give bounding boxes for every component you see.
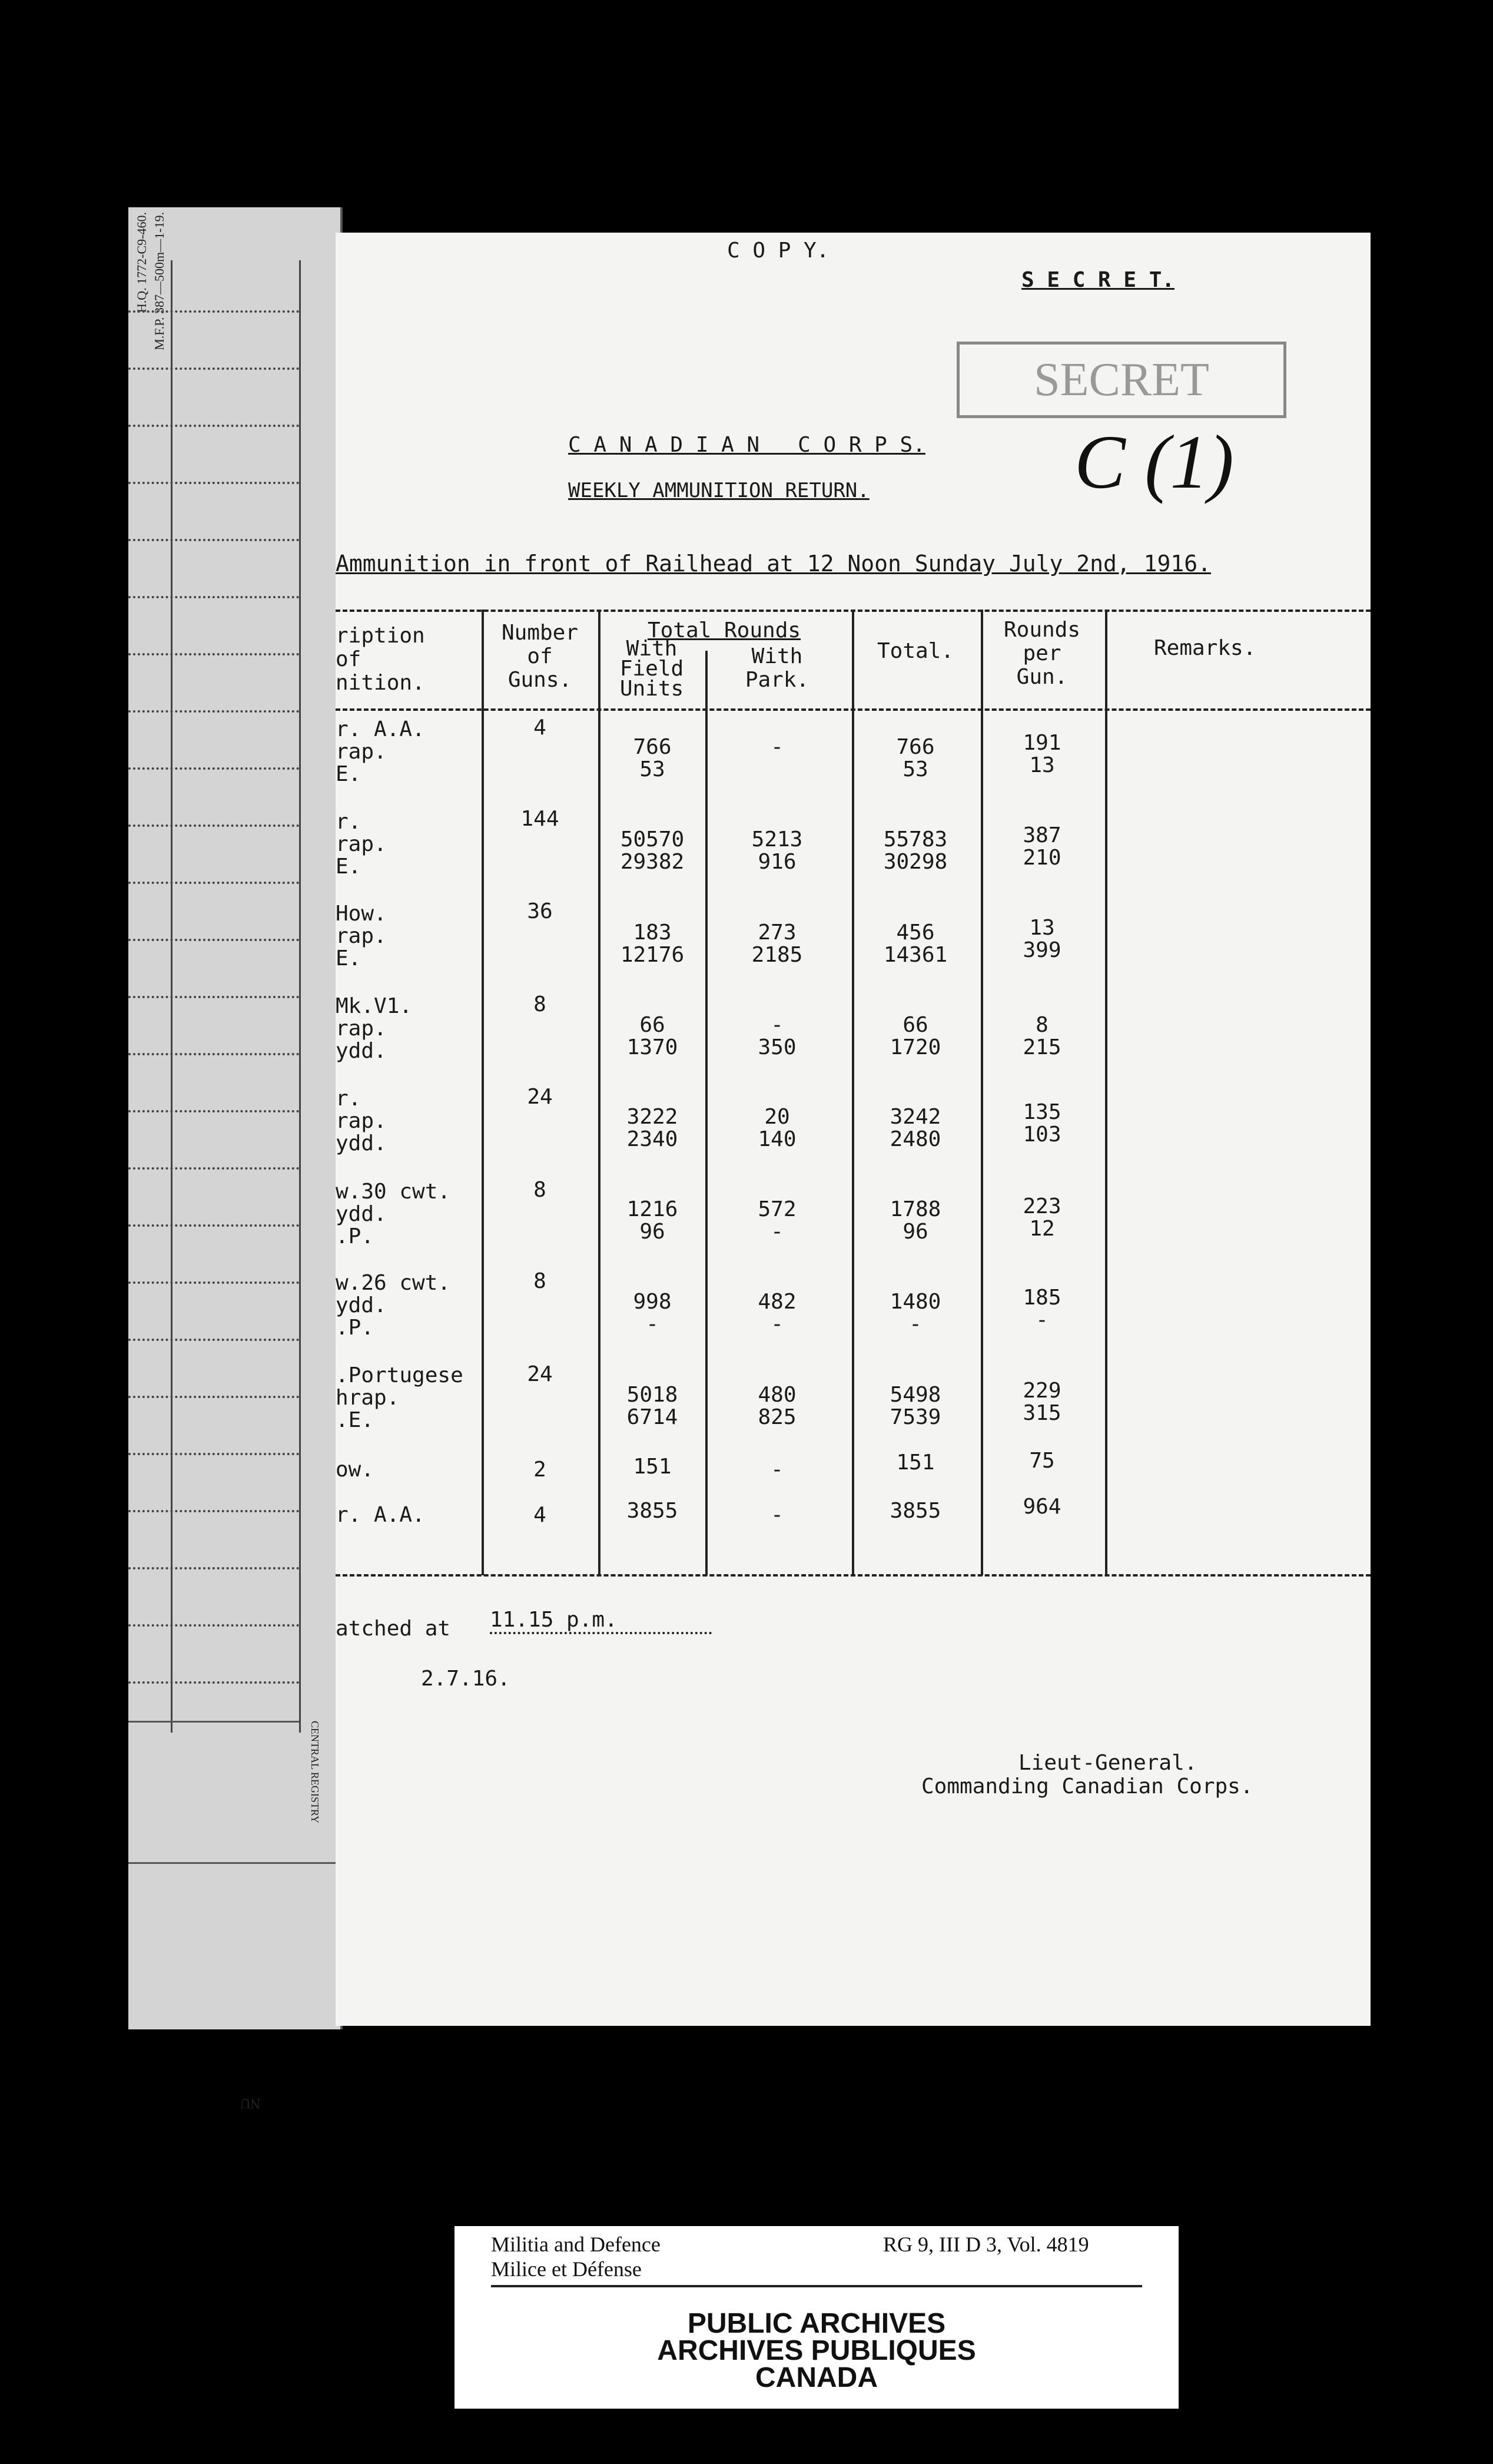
- table-cell-park: 480 825: [758, 1383, 797, 1429]
- folder-dotted-line: [128, 1396, 299, 1398]
- dispatched-time: 11.15 p.m.: [490, 1608, 712, 1634]
- table-cell-per-gun: 75: [1029, 1449, 1055, 1473]
- folder-dotted-line: [128, 1224, 299, 1227]
- folder-strip: [128, 207, 343, 2111]
- folder-dotted-line: [128, 996, 299, 998]
- table-cell-per-gun: 387 210: [1023, 823, 1061, 870]
- table-cell-guns: 4: [533, 1503, 546, 1527]
- table-cell-total: 3855: [890, 1499, 941, 1523]
- folder-rule: [128, 1862, 340, 1864]
- folder-dotted-line: [128, 539, 299, 541]
- table-cell-per-gun: 8 215: [1023, 1013, 1061, 1059]
- folder-print-line: [128, 207, 187, 350]
- caption-country: CANADA: [755, 2362, 878, 2393]
- folder-dotted-line: [128, 1453, 299, 1455]
- table-col-rule: [981, 610, 983, 1575]
- signatory-rank: Lieut-General.: [1018, 1751, 1197, 1775]
- folder-dotted-line: [128, 1167, 299, 1170]
- folder-dotted-line: [128, 882, 299, 884]
- table-row-description: Mk.V1. rap. ydd.: [336, 994, 413, 1063]
- table-cell-field: 183 12176: [620, 920, 685, 967]
- table-cell-total: 55783 30298: [883, 827, 948, 874]
- handwritten-file-mark: C (1): [1074, 420, 1234, 505]
- table-cell-guns: 8: [533, 1178, 546, 1202]
- table-cell-park: 572 -: [758, 1197, 797, 1244]
- table-cell-guns: 24: [527, 1085, 553, 1109]
- table-cell-total: 66 1720: [890, 1013, 941, 1059]
- header-with-field-units: With Field Units: [619, 637, 684, 701]
- caption-reference: RG 9, III D 3, Vol. 4819: [883, 2233, 1089, 2256]
- table-row-description: r. A.A. rap. E.: [336, 717, 425, 786]
- folder-dotted-line: [128, 367, 299, 370]
- archive-caption-card: [454, 2226, 1179, 2409]
- table-row-description: w.26 cwt. ydd. .P.: [336, 1271, 451, 1340]
- caption-department-fr: Milice et Défense: [491, 2257, 642, 2281]
- header-number-of-guns: Number of Guns.: [501, 621, 579, 692]
- subtitle: Ammunition in front of Railhead at 12 Noon Sunday July 2nd, 1916.: [336, 551, 1212, 577]
- table-cell-field: 66 1370: [626, 1013, 678, 1059]
- folder-dotted-line: [128, 1681, 299, 1684]
- return-title: WEEKLY AMMUNITION RETURN.: [568, 479, 870, 502]
- document-page: [336, 233, 1371, 2026]
- table-cell-park: -: [771, 1503, 784, 1527]
- table-cell-park: 273 2185: [751, 920, 803, 967]
- central-registry-stamp: CENTRAL REGISTRY: [309, 1721, 321, 1823]
- folder-dotted-line: [128, 1510, 299, 1512]
- table-cell-field: 5018 6714: [626, 1383, 678, 1429]
- table-cell-per-gun: 13 399: [1023, 916, 1061, 962]
- table-cell-guns: 144: [520, 807, 559, 831]
- table-cell-park: -: [771, 735, 784, 759]
- table-cell-field: 1216 96: [626, 1197, 678, 1244]
- table-row-description: w.30 cwt. ydd. .P.: [336, 1180, 451, 1248]
- table-row-description: r. rap. ydd.: [336, 1087, 387, 1155]
- table-cell-guns: 8: [533, 1269, 546, 1293]
- folder-dotted-line: [128, 482, 299, 484]
- table-cell-per-gun: 191 13: [1023, 731, 1061, 777]
- secret-heading: S E C R E T.: [1021, 268, 1175, 292]
- table-cell-field: 998 -: [633, 1290, 672, 1336]
- folder-rule-right: [299, 260, 301, 1733]
- caption-archives-fr: ARCHIVES PUBLIQUES: [657, 2335, 976, 2366]
- folder-dotted-line: [128, 425, 299, 427]
- table-cell-field: 766 53: [633, 735, 672, 781]
- folder-dotted-line: [128, 596, 299, 598]
- table-cell-total: 5498 7539: [890, 1383, 941, 1429]
- folder-print-line-1: M.F.P. 387—500m—1-19.: [152, 212, 167, 350]
- table-col-rule: [705, 651, 708, 1575]
- table-cell-per-gun: 185 -: [1023, 1286, 1061, 1332]
- folder-dotted-line: [128, 767, 299, 770]
- header-description: ription of nition.: [336, 624, 425, 695]
- table-cell-field: 50570 29382: [620, 827, 685, 874]
- folder-rule: [128, 1721, 299, 1723]
- table-cell-park: 20 140: [758, 1105, 797, 1151]
- table-col-rule: [1105, 610, 1107, 1575]
- folder-dotted-line: [128, 653, 299, 655]
- table-row-description: .Portugese hrap. .E.: [336, 1363, 463, 1432]
- table-row-description: r. rap. E.: [336, 810, 387, 879]
- caption-department-en: Militia and Defence: [491, 2233, 661, 2256]
- header-total-rounds: Total Rounds: [647, 618, 801, 643]
- table-col-rule: [852, 610, 854, 1575]
- caption-archives-en: PUBLIC ARCHIVES: [687, 2308, 946, 2339]
- folder-dotted-line: [128, 1053, 299, 1055]
- table-cell-field: 3855: [626, 1499, 678, 1523]
- table-cell-per-gun: 223 12: [1023, 1194, 1061, 1241]
- folder-dotted-line: [128, 1281, 299, 1284]
- table-cell-park: -: [771, 1458, 784, 1482]
- copy-heading: C O P Y.: [727, 239, 830, 263]
- table-cell-field: 3222 2340: [626, 1105, 678, 1151]
- table-cell-total: 3242 2480: [890, 1105, 941, 1151]
- table-cell-park: - 350: [758, 1013, 797, 1059]
- table-row-description: How. rap. E.: [336, 902, 387, 971]
- caption-rule: [491, 2285, 1142, 2287]
- header-remarks: Remarks.: [1154, 636, 1256, 660]
- signatory-title: Commanding Canadian Corps.: [921, 1774, 1253, 1799]
- table-cell-total: 766 53: [896, 735, 935, 781]
- dispatch-date: 2.7.16.: [421, 1667, 510, 1691]
- folder-dotted-line: [128, 710, 299, 713]
- table-cell-total: 456 14361: [883, 920, 948, 967]
- header-total: Total.: [877, 639, 954, 663]
- table-cell-per-gun: 135 103: [1023, 1100, 1061, 1147]
- folder-dotted-line: [128, 824, 299, 827]
- dispatched-label: atched at: [336, 1617, 451, 1641]
- table-row-description: r. A.A.: [336, 1503, 425, 1527]
- table-cell-per-gun: 964: [1023, 1495, 1061, 1519]
- folder-dotted-line: [128, 310, 299, 313]
- table-cell-guns: 2: [533, 1458, 546, 1482]
- table-cell-total: 1788 96: [890, 1197, 941, 1244]
- folder-dotted-line: [128, 939, 299, 941]
- header-with-park: With Park.: [745, 644, 809, 692]
- table-col-rule: [482, 610, 484, 1575]
- table-cell-guns: 36: [527, 899, 553, 923]
- folder-margin-text: NU: [240, 2095, 261, 2111]
- table-cell-per-gun: 229 315: [1023, 1379, 1061, 1425]
- folder-print-line-2: H.Q. 1772-C9-460.: [134, 212, 149, 313]
- table-cell-park: 482 -: [758, 1290, 797, 1336]
- folder-dotted-line: [128, 1110, 299, 1112]
- corps-title: C A N A D I A N C O R P S.: [568, 433, 925, 457]
- table-cell-guns: 24: [527, 1362, 553, 1386]
- table-cell-guns: 8: [533, 992, 546, 1016]
- folder-dotted-line: [128, 1339, 299, 1341]
- table-cell-field: 151: [633, 1455, 672, 1479]
- header-rounds-per-gun: Rounds per Gun.: [1003, 618, 1081, 689]
- table-cell-total: 151: [896, 1450, 935, 1475]
- table-cell-guns: 4: [533, 716, 546, 740]
- folder-dotted-line: [128, 1567, 299, 1569]
- table-cell-park: 5213 916: [751, 827, 803, 874]
- table-cell-total: 1480 -: [890, 1290, 941, 1336]
- secret-stamp: SECRET: [957, 342, 1286, 418]
- table-row-description: ow.: [336, 1458, 374, 1482]
- folder-dotted-line: [128, 1624, 299, 1627]
